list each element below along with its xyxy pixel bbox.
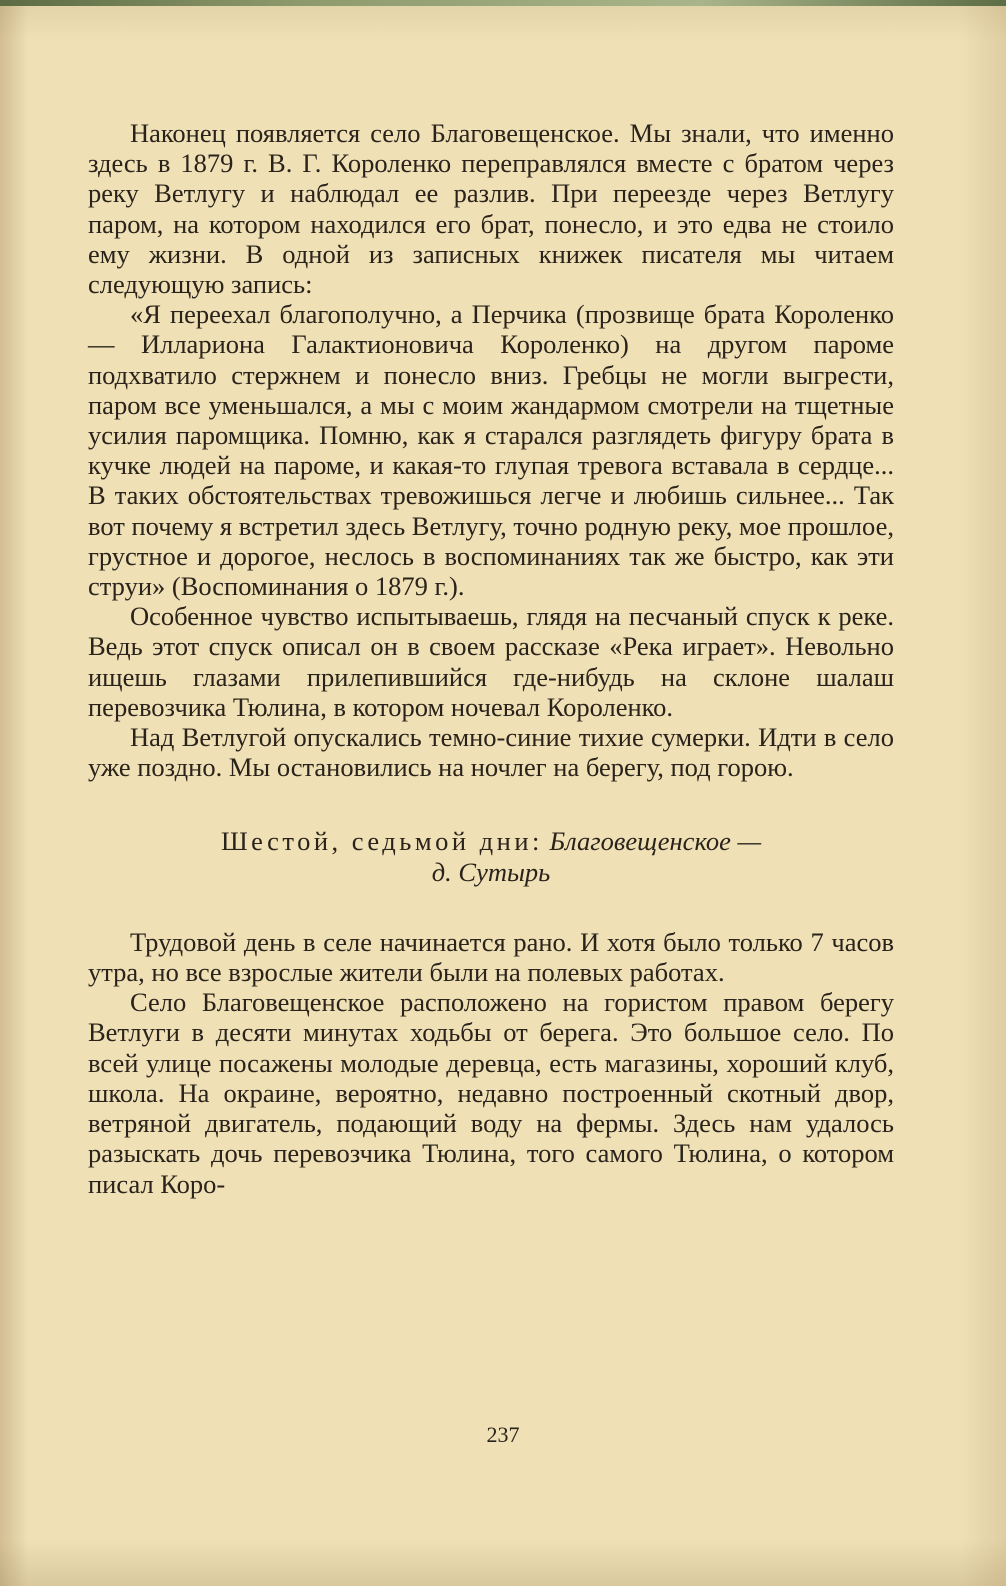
paragraph-5: Трудовой день в селе начинается рано. И хотя было только 7 часов утра, но все взрослые жители были на полевых работах. (88, 926, 894, 988)
text-block (88, 118, 894, 1199)
paragraph-3: Особенное чувство испытываешь, глядя на песчаный спуск к реке. Ведь этот спуск описал он в своем рассказе «Река играет». Невольно ищешь глазами прилепившийся где-нибудь на склоне шалаш перевозчика Тюлина, в котором ночевал Короленко. (88, 601, 894, 722)
heading-route-start: Благовещенское — (549, 826, 762, 857)
section-heading (88, 826, 894, 886)
paragraph-2-quote: «Я переехал благополучно, а Перчика (прозвище брата Короленко — Иллариона Галактионовича Короленко) на другом пароме подхватило стержнем и понесло вниз. Гребцы не могли выгрести, паром все уменьшался, а мы с моим жандармом смотрели на тщетные усилия паромщика. Помню, как я старался разглядеть фигуру брата в кучке людей на пароме, и какая-то глупая тревога вставала в сердце... В таких обстоятельствах тревожишься легче и любишь сильнее... Так вот почему я встретил здесь Ветлугу, точно родную реку, мое прошлое, грустное и дорогое, неслось в воспоминаниях так же быстро, как эти струи» (Воспоминания о 1879 г.). (88, 299, 894, 602)
heading-route-end: д. Сутырь (431, 856, 551, 887)
heading-days: Шестой, седьмой дни: (220, 826, 543, 857)
paragraph-6: Село Благовещенское расположено на гористом правом берегу Ветлуги в десяти минутах ходьбы от берега. Это большое село. По всей улице посажены молодые деревца, есть магазины, хороший клуб, школа. На окраине, вероятно, недавно построенный скотный двор, ветряной двигатель, подающий воду на фермы. Здесь нам удалось разыскать дочь перевозчика Тюлина, того самого Тюлина, о котором писал Коро- (88, 987, 894, 1199)
page-top-edge (0, 0, 1006, 6)
paragraph-1: Наконец появляется село Благовещенское. Мы знали, что именно здесь в 1879 г. В. Г. Короленко переправлялся вместе с братом через реку Ветлугу и наблюдал ее разлив. При переезде через Ветлугу паром, на котором находился его брат, понесло, и это едва не стоило ему жизни. В одной из записных книжек писателя мы читаем следующую запись: (88, 118, 894, 300)
paragraph-4: Над Ветлугой опускались темно-синие тихие сумерки. Идти в село уже поздно. Мы остановились на ночлег на берегу, под горою. (88, 722, 894, 783)
page-number: 237 (486, 1422, 520, 1447)
